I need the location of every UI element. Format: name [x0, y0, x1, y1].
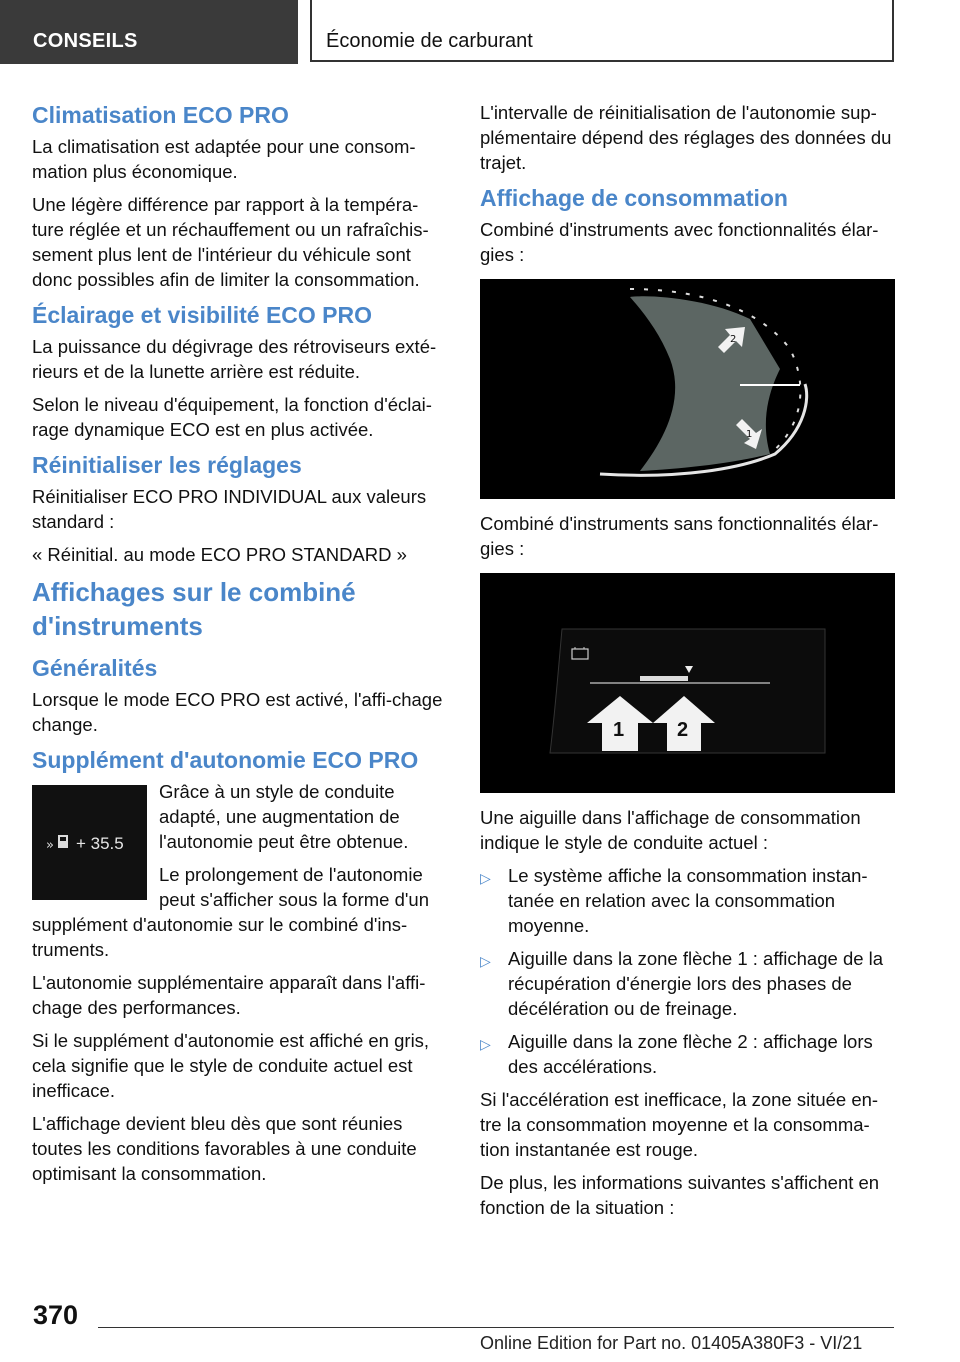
consumption-gauge-extended-illustration — [480, 279, 895, 499]
footer-divider — [98, 1327, 894, 1328]
left-column — [32, 100, 447, 1194]
heading-generalites: Généralités — [32, 655, 158, 681]
header-title-box — [310, 0, 894, 62]
bullet-triangle-icon: ▷ — [480, 953, 491, 969]
para-eclair-2: Selon le niveau d'équipement, la fonction d'éclai-rage dynamique ECO est en plus activée. — [32, 394, 432, 440]
heading-affichages: Affichages sur le combiné d'instruments — [32, 577, 356, 641]
para-clim-2: Une légère différence par rapport à la tempéra-ture réglée et un réchauffement ou un rafraîchis-sement plus lent de l'intérieur du véhicule sont donc possibles afin de limiter la consommation. — [32, 194, 429, 290]
para-interval: L'intervalle de réinitialisation de l'autonomie sup-plémentaire dépend des réglages des données du trajet. — [480, 102, 892, 173]
para-generalites: Lorsque le mode ECO PRO est activé, l'affi-chage change. — [32, 689, 443, 735]
bullet-item — [480, 863, 895, 938]
eco-range-display-image — [32, 785, 147, 900]
bullet-triangle-icon: ▷ — [480, 870, 491, 886]
para-aiguille: Une aiguille dans l'affichage de consommation indique le style de conduite actuel : — [480, 807, 861, 853]
bullet-item — [480, 946, 895, 1021]
para-suppl-5: L'affichage devient bleu dès que sont réunies toutes les conditions favorables à une conduite optimisant la consommation. — [32, 1113, 417, 1184]
header-section-label: CONSEILS — [33, 30, 138, 52]
para-clim-1: La climatisation est adaptée pour une consom-mation plus économique. — [32, 136, 416, 182]
para-suppl-2: Le prolongement de l'autonomie peut s'afficher sous la forme d'un supplément d'autonomie sur le combiné d'ins-truments. — [32, 864, 429, 960]
svg-text:2: 2 — [730, 334, 737, 345]
figure-consumption-extended — [480, 279, 895, 499]
header-section-tab — [0, 0, 298, 64]
heading-reinitialiser: Réinitialiser les réglages — [32, 452, 302, 478]
para-inefficace: Si l'accélération est inefficace, la zone située en-tre la consommation moyenne et la consomma-tion instantanée est rouge. — [480, 1089, 879, 1160]
para-suppl-3: L'autonomie supplémentaire apparaît dans l'affi-chage des performances. — [32, 972, 426, 1018]
svg-text:1: 1 — [746, 429, 753, 440]
header-title: Économie de carburant — [326, 30, 533, 52]
para-avec-fonctions: Combiné d'instruments avec fonctionnalités élar-gies : — [480, 219, 879, 265]
page-number: 370 — [33, 1300, 79, 1330]
para-suppl-4: Si le supplément d'autonomie est affiché en gris, cela signifie que le style de conduite actuel est inefficace. — [32, 1030, 430, 1101]
bullet-text: Aiguille dans la zone flèche 2 : affichage lors des accélérations. — [508, 1031, 873, 1077]
para-reinit-2: « Réinitial. au mode ECO PRO STANDARD » — [32, 544, 407, 565]
para-eclair-1: La puissance du dégivrage des rétroviseurs exté-rieurs et de la lunette arrière est réduite. — [32, 336, 437, 382]
bullet-triangle-icon: ▷ — [480, 1036, 491, 1052]
eco-range-value: + 35.5 — [76, 834, 124, 853]
consumption-gauge-standard-illustration — [480, 573, 895, 793]
svg-text:»: » — [46, 838, 54, 853]
para-reinit-1: Réinitialiser ECO PRO INDIVIDUAL aux valeurs standard : — [32, 486, 427, 532]
footer-edition: Online Edition for Part no. 01405A380F3 - VI/21 — [480, 1333, 863, 1353]
para-sans-fonctions: Combiné d'instruments sans fonctionnalités élar-gies : — [480, 513, 879, 559]
bullet-item — [480, 1029, 895, 1079]
heading-climatisation: Climatisation ECO PRO — [32, 102, 289, 128]
figure-consumption-standard — [480, 573, 895, 793]
bullet-text: Aiguille dans la zone flèche 1 : affichage de la récupération d'énergie lors des phases de décélération ou de freinage. — [508, 948, 884, 1019]
heading-supplement: Supplément d'autonomie ECO PRO — [32, 747, 419, 773]
bullet-text: Le système affiche la consommation instan-tanée en relation avec la consommation moyenne. — [508, 865, 868, 936]
right-column — [480, 100, 895, 1228]
svg-text:2: 2 — [677, 719, 689, 741]
para-suppl-1: Grâce à un style de conduite adapté, une augmentation de l'autonomie peut être obtenue. — [159, 781, 409, 852]
para-de-plus: De plus, les informations suivantes s'affichent en fonction de la situation : — [480, 1172, 880, 1218]
heading-eclairage: Éclairage et visibilité ECO PRO — [32, 302, 373, 328]
svg-text:1: 1 — [613, 719, 625, 741]
heading-consommation: Affichage de consommation — [480, 185, 788, 211]
